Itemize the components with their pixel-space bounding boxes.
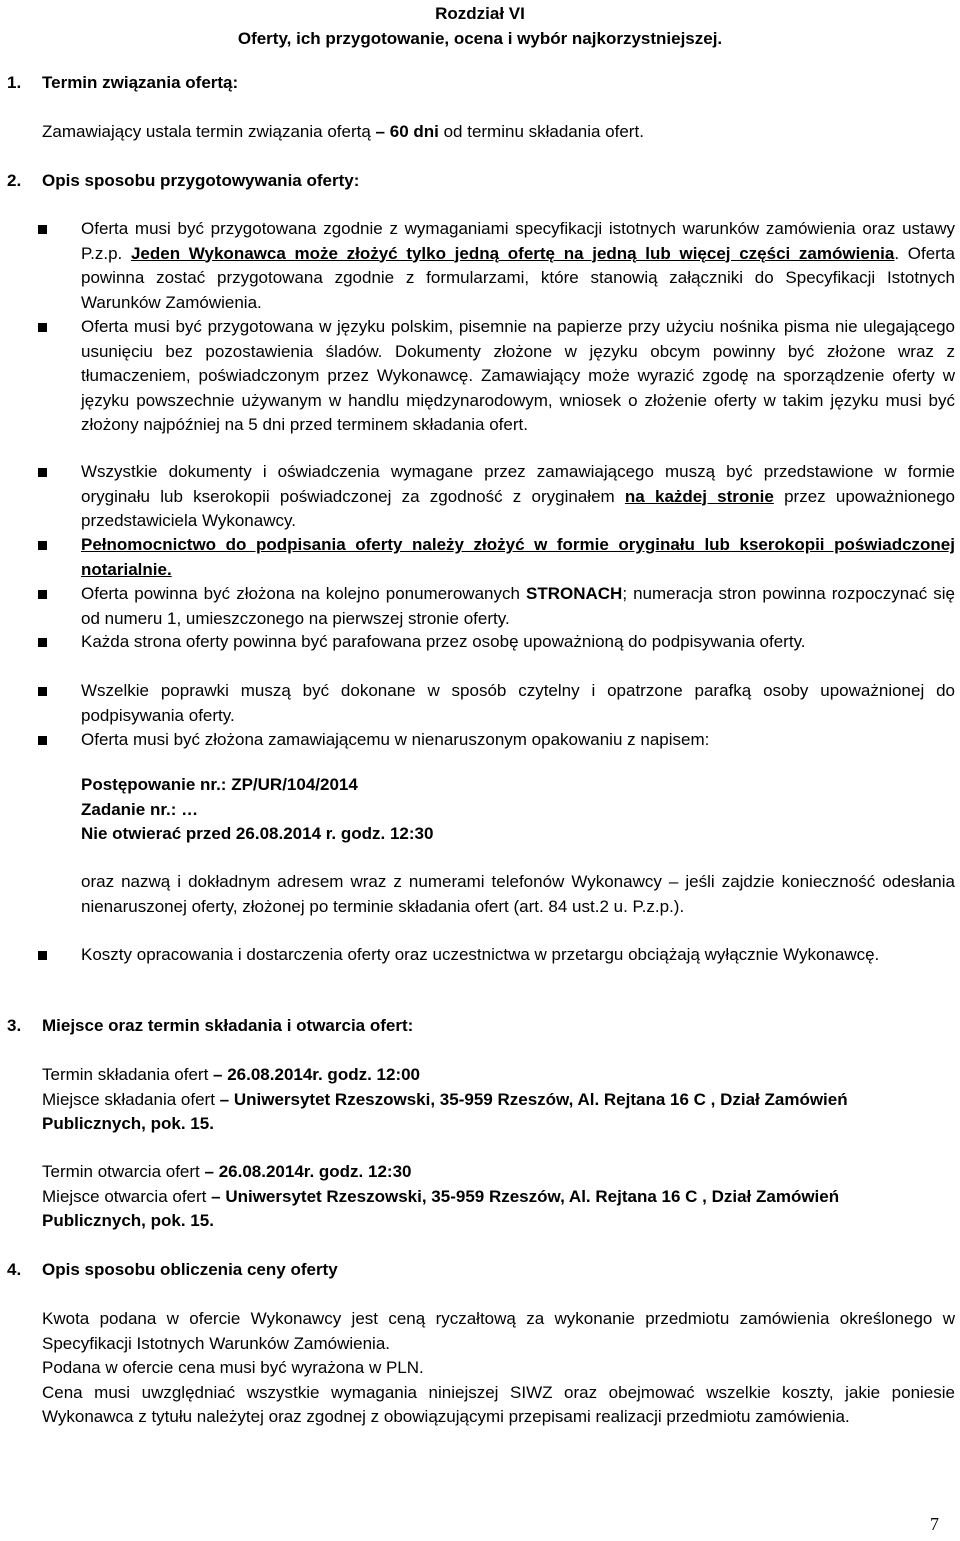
opening-place-line: Miejsce otwarcia ofert – Uniwersytet Rzeszowski, 35-959 Rzeszów, Al. Rejtana 16 C , Dział Zamówień Publicznych, pok. 15. — [42, 1186, 840, 1230]
chapter-subtitle: Oferty, ich przygotowanie, ocena i wybór najkorzystniejszej. — [237, 28, 723, 48]
bullet-item-3: Wszystkie dokumenty i oświadczenia wymagane przez zamawiającego muszą być przedstawione w formie oryginału lub kserokopii poświadczonej za zgodność z oryginałem na każdej stronie przez upoważnionego przedstawiciela Wykonawcy. — [81, 460, 955, 534]
section-3-number: 3. — [7, 1016, 22, 1035]
section-3-heading: Miejsce oraz termin składania i otwarcia ofert: — [42, 1016, 414, 1035]
submission-date-line: Termin składania ofert – 26.08.2014r. godz. 12:00 — [42, 1065, 421, 1084]
section-2-heading: Opis sposobu przygotowywania oferty: — [42, 171, 360, 190]
price-paragraph-2: Podana w ofercie cena musi być wyrażona w PLN. — [42, 1358, 424, 1377]
envelope-do-not-open: Nie otwierać przed 26.08.2014 r. godz. 12:30 — [81, 824, 434, 843]
bullet-item-4: Pełnomocnictwo do podpisania oferty należy złożyć w formie oryginału lub kserokopii poświadczonej notarialnie. — [81, 533, 955, 582]
section-1-text: Zamawiający ustala termin związania ofertą – 60 dni od terminu składania ofert. — [42, 122, 644, 141]
section-2-number: 2. — [7, 171, 22, 190]
bullet-item-9: Koszty opracowania i dostarczenia oferty oraz uczestnictwa w przetargu obciążają wyłącznie Wykonawcę. — [81, 943, 955, 968]
bullet-square-icon — [38, 541, 47, 550]
bullet-square-icon — [38, 323, 47, 332]
section-1-heading: Termin związania ofertą: — [42, 73, 239, 92]
bullet-item-2: Oferta musi być przygotowana w języku polskim, pisemnie na papierze przy użyciu nośnika pisma nie ulegającego usunięciu bez pozostawienia śladów. Dokumenty złożone w języku obcym powinny być złożone wraz z tłumaczeniem, poświadczonym przez Wykonawcę. Zamawiający może wyrazić zgodę na sporządzenie oferty w języku powszechnie używanym w handlu międzynarodowym, wniosek o złożenie oferty w takim języku musi być złożony najpóźniej na 5 dni przed terminem składania ofert. — [81, 315, 955, 438]
price-paragraph-3: Cena musi uwzględniać wszystkie wymagania niniejszej SIWZ oraz obejmować wszelkie koszty, jakie poniesie Wykonawca z tytułu należytej oraz zgodnej z obowiązującymi przepisami realizacji przedmiotu zamówienia. — [42, 1382, 955, 1426]
chapter-heading — [0, 2, 960, 51]
bullet-item-6: Każda strona oferty powinna być parafowana przez osobę upoważnioną do podpisywania oferty. — [81, 630, 955, 655]
envelope-procedure-number: Postępowanie nr.: ZP/UR/104/2014 — [81, 775, 358, 794]
bullet-item-7: Wszelkie poprawki muszą być dokonane w sposób czytelny i opatrzone parafką osoby upoważnionej do podpisywania oferty. — [81, 679, 955, 728]
envelope-note: oraz nazwą i dokładnym adresem wraz z numerami telefonów Wykonawcy – jeśli zajdzie konieczność odesłania nienaruszonej oferty, złożonej po terminie składania ofert (art. 84 ust.2 u. P.z.p.). — [81, 872, 955, 916]
envelope-task-number: Zadanie nr.: … — [81, 799, 199, 819]
bullet-square-icon — [38, 736, 47, 745]
bullet-square-icon — [38, 590, 47, 599]
bullet-square-icon — [38, 951, 47, 960]
section-4-number: 4. — [7, 1260, 22, 1279]
opening-block — [42, 1160, 942, 1234]
section-4-heading: Opis sposobu obliczenia ceny oferty — [42, 1260, 338, 1279]
bullet-square-icon — [38, 468, 47, 477]
bullet-item-1: Oferta musi być przygotowana zgodnie z wymaganiami specyfikacji istotnych warunków zamówienia oraz ustawy P.z.p. Jeden Wykonawca może złożyć tylko jedną ofertę na jedną lub więcej części zamówienia. Oferta powinna zostać przygotowana zgodnie z formularzami, które stanowią załączniki do Specyfikacji Istotnych Warunków Zamówienia. — [81, 217, 955, 315]
chapter-title: Rozdział VI — [435, 4, 525, 23]
envelope-label — [81, 773, 433, 847]
price-paragraph-1: Kwota podana w ofercie Wykonawcy jest ceną ryczałtową za wykonanie przedmiotu zamówienia określonego w Specyfikacji Istotnych Warunków Zamówienia. — [42, 1309, 955, 1353]
bullet-square-icon — [38, 225, 47, 234]
section-1-number: 1. — [7, 73, 22, 92]
bullet-square-icon — [38, 687, 47, 696]
page-number: 7 — [930, 1514, 939, 1534]
bullet-square-icon — [38, 638, 47, 647]
bullet-item-5: Oferta powinna być złożona na kolejno ponumerowanych STRONACH; numeracja stron powinna rozpoczynać się od numeru 1, umieszczonego na pierwszej stronie oferty. — [81, 582, 955, 631]
submission-block — [42, 1063, 942, 1137]
opening-date-line: Termin otwarcia ofert – 26.08.2014r. godz. 12:30 — [42, 1162, 412, 1181]
price-section-body — [42, 1307, 955, 1430]
bullet-item-8: Oferta musi być złożona zamawiającemu w nienaruszonym opakowaniu z napisem: — [81, 728, 955, 753]
submission-place-line: Miejsce składania ofert – Uniwersytet Rzeszowski, 35-959 Rzeszów, Al. Rejtana 16 C , Dział Zamówień Publicznych, pok. 15. — [42, 1089, 848, 1133]
binding-days: 60 dni — [389, 122, 439, 141]
